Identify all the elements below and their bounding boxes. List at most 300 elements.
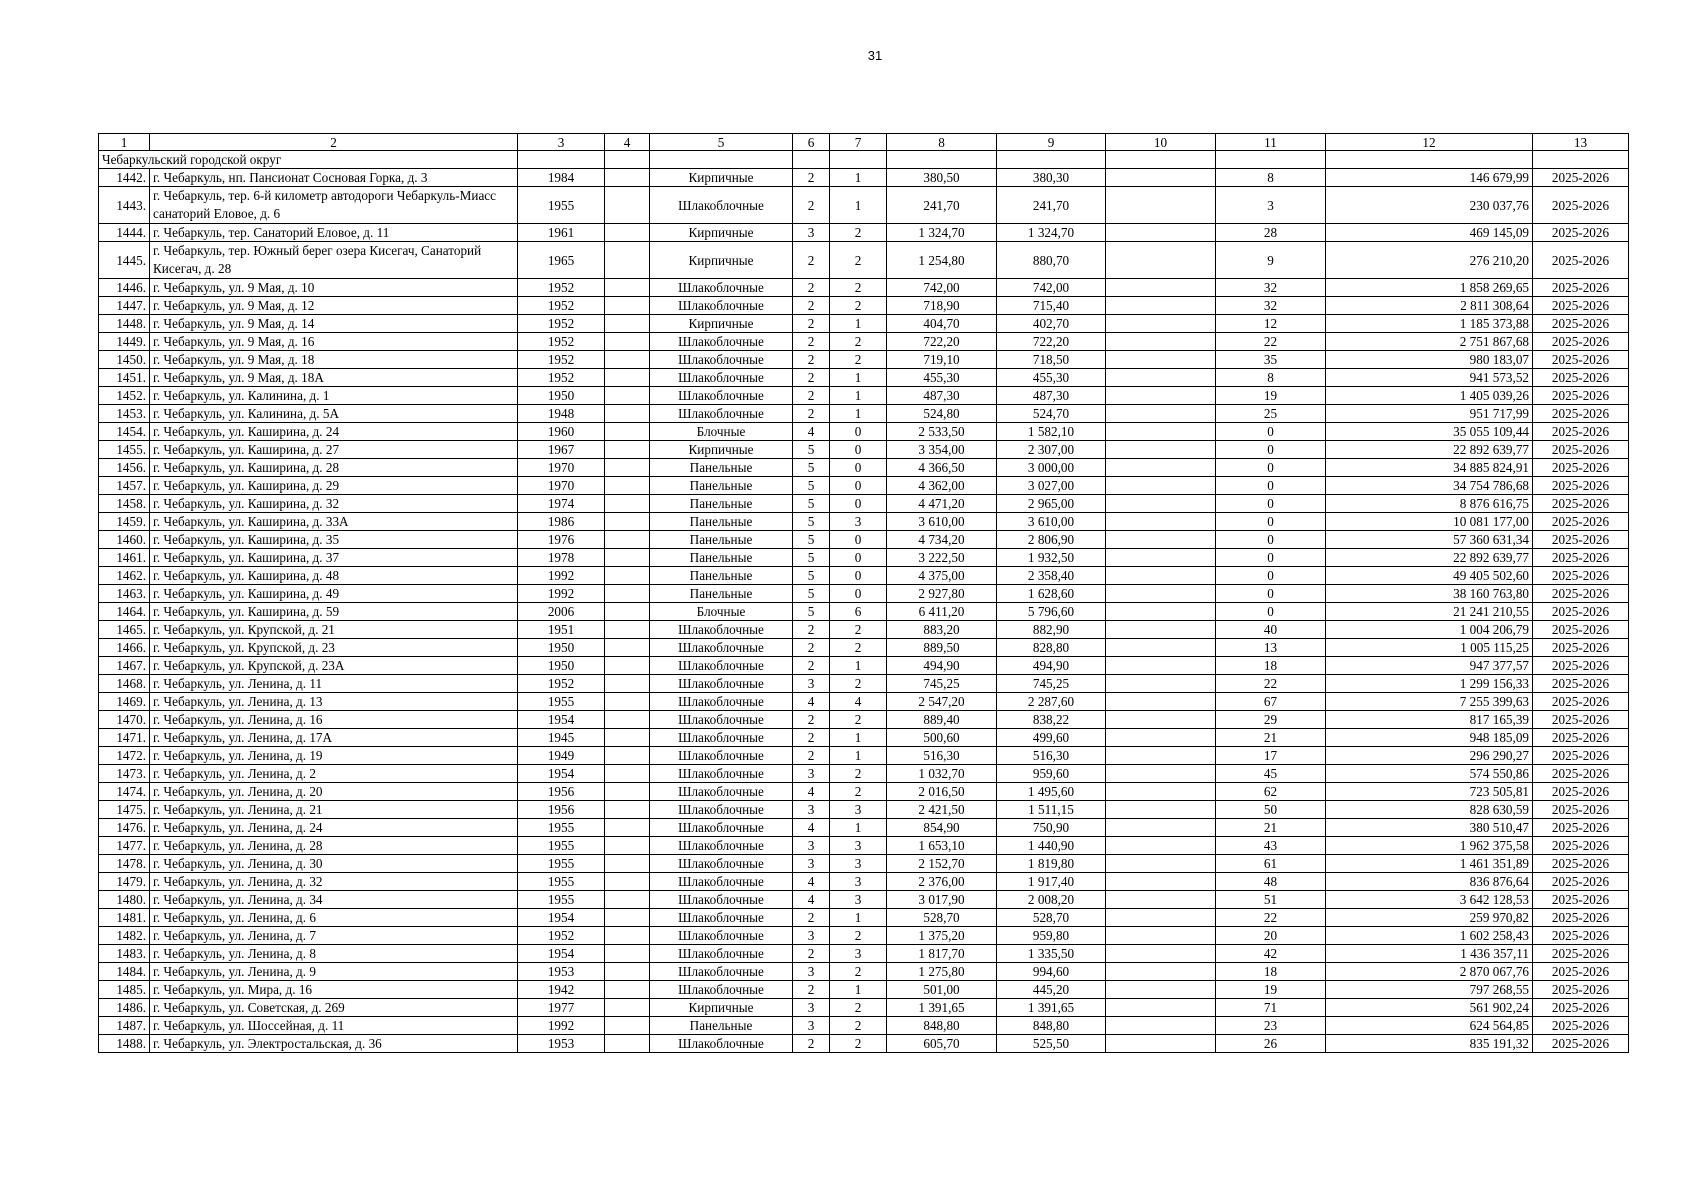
total-area-cell: 524,80	[887, 405, 997, 423]
row-number-cell: 1458.	[99, 495, 150, 513]
address-cell: г. Чебаркуль, ул. Калинина, д. 5А	[150, 405, 518, 423]
column-4-cell	[605, 675, 650, 693]
column-4-cell	[605, 585, 650, 603]
row-number-cell: 1444.	[99, 224, 150, 242]
row-number-cell: 1443.	[99, 187, 150, 224]
column-7-cell: 2	[830, 1017, 887, 1035]
total-area-cell: 722,20	[887, 333, 997, 351]
column-7-cell: 2	[830, 351, 887, 369]
wall-material-cell: Шлакоблочные	[650, 297, 793, 315]
wall-material-cell: Кирпичные	[650, 242, 793, 279]
period-cell: 2025-2026	[1533, 441, 1629, 459]
column-10-cell	[1106, 909, 1216, 927]
residential-area-cell: 1 391,65	[997, 999, 1106, 1017]
column-11-cell: 22	[1216, 909, 1326, 927]
address-cell: г. Чебаркуль, ул. Каширина, д. 24	[150, 423, 518, 441]
column-10-cell	[1106, 675, 1216, 693]
column-10-cell	[1106, 495, 1216, 513]
column-7-cell: 2	[830, 242, 887, 279]
column-4-cell	[605, 747, 650, 765]
table-row	[99, 315, 1629, 333]
column-4-cell	[605, 711, 650, 729]
year-cell: 1974	[518, 495, 605, 513]
column-10-cell	[1106, 999, 1216, 1017]
total-area-cell: 2 547,20	[887, 693, 997, 711]
total-area-cell: 605,70	[887, 1035, 997, 1053]
cost-cell: 947 377,57	[1326, 657, 1533, 675]
column-10-cell	[1106, 927, 1216, 945]
wall-material-cell: Шлакоблочные	[650, 873, 793, 891]
total-area-cell: 848,80	[887, 1017, 997, 1035]
column-11-cell: 50	[1216, 801, 1326, 819]
row-number-cell: 1473.	[99, 765, 150, 783]
table-row	[99, 531, 1629, 549]
year-cell: 1955	[518, 855, 605, 873]
period-cell: 2025-2026	[1533, 333, 1629, 351]
floors-cell: 2	[793, 711, 830, 729]
column-4-cell	[605, 513, 650, 531]
total-area-cell: 1 817,70	[887, 945, 997, 963]
column-10-cell	[1106, 855, 1216, 873]
wall-material-cell: Шлакоблочные	[650, 963, 793, 981]
period-cell: 2025-2026	[1533, 224, 1629, 242]
column-11-cell: 19	[1216, 387, 1326, 405]
period-cell: 2025-2026	[1533, 747, 1629, 765]
floors-cell: 2	[793, 729, 830, 747]
column-4-cell	[605, 387, 650, 405]
column-10-cell	[1106, 783, 1216, 801]
cost-cell: 22 892 639,77	[1326, 549, 1533, 567]
address-cell: г. Чебаркуль, ул. Ленина, д. 20	[150, 783, 518, 801]
row-number-cell: 1466.	[99, 639, 150, 657]
total-area-cell: 4 471,20	[887, 495, 997, 513]
year-cell: 1961	[518, 224, 605, 242]
year-cell: 1952	[518, 333, 605, 351]
table-row	[99, 224, 1629, 242]
column-10-cell	[1106, 242, 1216, 279]
period-cell: 2025-2026	[1533, 477, 1629, 495]
column-11-cell: 43	[1216, 837, 1326, 855]
column-11-cell: 35	[1216, 351, 1326, 369]
column-11-cell: 21	[1216, 729, 1326, 747]
column-10-cell	[1106, 945, 1216, 963]
column-10-cell	[1106, 567, 1216, 585]
residential-area-cell: 2 307,00	[997, 441, 1106, 459]
residential-area-cell: 524,70	[997, 405, 1106, 423]
cost-cell: 1 005 115,25	[1326, 639, 1533, 657]
row-number-cell: 1447.	[99, 297, 150, 315]
column-4-cell	[605, 187, 650, 224]
column-header: 6	[793, 134, 830, 151]
row-number-cell: 1456.	[99, 459, 150, 477]
wall-material-cell: Шлакоблочные	[650, 675, 793, 693]
column-11-cell: 21	[1216, 819, 1326, 837]
row-number-cell: 1471.	[99, 729, 150, 747]
address-cell: г. Чебаркуль, ул. 9 Мая, д. 14	[150, 315, 518, 333]
floors-cell: 5	[793, 459, 830, 477]
period-cell: 2025-2026	[1533, 675, 1629, 693]
address-cell: г. Чебаркуль, ул. Каширина, д. 59	[150, 603, 518, 621]
wall-material-cell: Шлакоблочные	[650, 279, 793, 297]
cost-cell: 34 885 824,91	[1326, 459, 1533, 477]
column-11-cell: 25	[1216, 405, 1326, 423]
total-area-cell: 6 411,20	[887, 603, 997, 621]
column-7-cell: 2	[830, 783, 887, 801]
floors-cell: 5	[793, 549, 830, 567]
column-7-cell: 2	[830, 999, 887, 1017]
column-7-cell: 2	[830, 927, 887, 945]
column-7-cell: 1	[830, 909, 887, 927]
column-4-cell	[605, 765, 650, 783]
column-10-cell	[1106, 477, 1216, 495]
year-cell: 1955	[518, 187, 605, 224]
column-7-cell: 2	[830, 279, 887, 297]
period-cell: 2025-2026	[1533, 657, 1629, 675]
year-cell: 1955	[518, 891, 605, 909]
period-cell: 2025-2026	[1533, 405, 1629, 423]
total-area-cell: 4 366,50	[887, 459, 997, 477]
column-11-cell: 42	[1216, 945, 1326, 963]
column-4-cell	[605, 567, 650, 585]
row-number-cell: 1467.	[99, 657, 150, 675]
wall-material-cell: Панельные	[650, 585, 793, 603]
column-10-cell	[1106, 279, 1216, 297]
column-10-cell	[1106, 603, 1216, 621]
cost-cell: 1 299 156,33	[1326, 675, 1533, 693]
wall-material-cell: Панельные	[650, 1017, 793, 1035]
cost-cell: 2 811 308,64	[1326, 297, 1533, 315]
address-cell: г. Чебаркуль, ул. Каширина, д. 37	[150, 549, 518, 567]
column-4-cell	[605, 837, 650, 855]
floors-cell: 2	[793, 279, 830, 297]
year-cell: 1951	[518, 621, 605, 639]
column-11-cell: 0	[1216, 495, 1326, 513]
column-10-cell	[1106, 224, 1216, 242]
table-row	[99, 423, 1629, 441]
column-header: 9	[997, 134, 1106, 151]
cost-cell: 49 405 502,60	[1326, 567, 1533, 585]
address-cell: г. Чебаркуль, ул. Каширина, д. 32	[150, 495, 518, 513]
column-7-cell: 0	[830, 423, 887, 441]
column-11-cell: 48	[1216, 873, 1326, 891]
table-row	[99, 693, 1629, 711]
residential-area-cell: 445,20	[997, 981, 1106, 999]
column-10-cell	[1106, 531, 1216, 549]
total-area-cell: 487,30	[887, 387, 997, 405]
year-cell: 1984	[518, 169, 605, 187]
period-cell: 2025-2026	[1533, 783, 1629, 801]
total-area-cell: 742,00	[887, 279, 997, 297]
address-cell: г. Чебаркуль, тер. Южный берег озера Кисегач, Санаторий Кисегач, д. 28	[150, 242, 518, 279]
cost-cell: 2 870 067,76	[1326, 963, 1533, 981]
residential-area-cell: 715,40	[997, 297, 1106, 315]
column-4-cell	[605, 945, 650, 963]
column-10-cell	[1106, 639, 1216, 657]
row-number-cell: 1479.	[99, 873, 150, 891]
wall-material-cell: Шлакоблочные	[650, 333, 793, 351]
residential-area-cell: 494,90	[997, 657, 1106, 675]
column-7-cell: 3	[830, 945, 887, 963]
floors-cell: 5	[793, 567, 830, 585]
period-cell: 2025-2026	[1533, 459, 1629, 477]
table-row	[99, 405, 1629, 423]
residential-area-cell: 2 358,40	[997, 567, 1106, 585]
floors-cell: 4	[793, 423, 830, 441]
year-cell: 1978	[518, 549, 605, 567]
column-7-cell: 1	[830, 405, 887, 423]
column-7-cell: 3	[830, 513, 887, 531]
table-row	[99, 909, 1629, 927]
total-area-cell: 500,60	[887, 729, 997, 747]
total-area-cell: 3 017,90	[887, 891, 997, 909]
residential-area-cell: 994,60	[997, 963, 1106, 981]
column-11-cell: 9	[1216, 242, 1326, 279]
column-7-cell: 2	[830, 765, 887, 783]
column-10-cell	[1106, 765, 1216, 783]
column-10-cell	[1106, 169, 1216, 187]
wall-material-cell: Шлакоблочные	[650, 837, 793, 855]
wall-material-cell: Шлакоблочные	[650, 909, 793, 927]
cost-cell: 35 055 109,44	[1326, 423, 1533, 441]
floors-cell: 2	[793, 169, 830, 187]
table-row	[99, 999, 1629, 1017]
column-4-cell	[605, 549, 650, 567]
wall-material-cell: Шлакоблочные	[650, 729, 793, 747]
column-7-cell: 2	[830, 963, 887, 981]
row-number-cell: 1486.	[99, 999, 150, 1017]
column-10-cell	[1106, 1017, 1216, 1035]
column-7-cell: 2	[830, 675, 887, 693]
total-area-cell: 2 421,50	[887, 801, 997, 819]
address-cell: г. Чебаркуль, ул. Ленина, д. 6	[150, 909, 518, 927]
row-number-cell: 1465.	[99, 621, 150, 639]
column-7-cell: 2	[830, 1035, 887, 1053]
period-cell: 2025-2026	[1533, 187, 1629, 224]
residential-area-cell: 718,50	[997, 351, 1106, 369]
period-cell: 2025-2026	[1533, 801, 1629, 819]
column-number-header-row	[99, 134, 1629, 151]
cost-cell: 469 145,09	[1326, 224, 1533, 242]
table-row	[99, 297, 1629, 315]
period-cell: 2025-2026	[1533, 279, 1629, 297]
column-11-cell: 61	[1216, 855, 1326, 873]
floors-cell: 5	[793, 603, 830, 621]
column-4-cell	[605, 981, 650, 999]
table-row	[99, 963, 1629, 981]
cost-cell: 951 717,99	[1326, 405, 1533, 423]
year-cell: 1955	[518, 819, 605, 837]
year-cell: 1954	[518, 945, 605, 963]
column-4-cell	[605, 891, 650, 909]
table-row	[99, 729, 1629, 747]
row-number-cell: 1478.	[99, 855, 150, 873]
table-row	[99, 441, 1629, 459]
table-row	[99, 351, 1629, 369]
table-row	[99, 747, 1629, 765]
column-11-cell: 0	[1216, 603, 1326, 621]
row-number-cell: 1475.	[99, 801, 150, 819]
column-7-cell: 3	[830, 891, 887, 909]
total-area-cell: 4 362,00	[887, 477, 997, 495]
total-area-cell: 889,50	[887, 639, 997, 657]
column-11-cell: 17	[1216, 747, 1326, 765]
column-11-cell: 0	[1216, 459, 1326, 477]
floors-cell: 3	[793, 224, 830, 242]
column-10-cell	[1106, 549, 1216, 567]
address-cell: г. Чебаркуль, ул. Крупской, д. 23	[150, 639, 518, 657]
column-11-cell: 71	[1216, 999, 1326, 1017]
column-4-cell	[605, 1017, 650, 1035]
column-7-cell: 1	[830, 187, 887, 224]
period-cell: 2025-2026	[1533, 945, 1629, 963]
column-4-cell	[605, 621, 650, 639]
residential-area-cell: 241,70	[997, 187, 1106, 224]
cost-cell: 1 185 373,88	[1326, 315, 1533, 333]
column-10-cell	[1106, 351, 1216, 369]
wall-material-cell: Шлакоблочные	[650, 711, 793, 729]
cost-cell: 1 461 351,89	[1326, 855, 1533, 873]
column-11-cell: 0	[1216, 423, 1326, 441]
column-11-cell: 67	[1216, 693, 1326, 711]
table-row	[99, 783, 1629, 801]
residential-area-cell: 1 440,90	[997, 837, 1106, 855]
column-11-cell: 18	[1216, 963, 1326, 981]
table-row	[99, 981, 1629, 999]
period-cell: 2025-2026	[1533, 873, 1629, 891]
floors-cell: 4	[793, 693, 830, 711]
total-area-cell: 1 391,65	[887, 999, 997, 1017]
address-cell: г. Чебаркуль, ул. Ленина, д. 7	[150, 927, 518, 945]
year-cell: 1952	[518, 675, 605, 693]
cost-cell: 624 564,85	[1326, 1017, 1533, 1035]
column-header: 5	[650, 134, 793, 151]
column-4-cell	[605, 369, 650, 387]
residential-area-cell: 828,80	[997, 639, 1106, 657]
column-4-cell	[605, 729, 650, 747]
column-7-cell: 0	[830, 549, 887, 567]
table-row	[99, 1035, 1629, 1053]
address-cell: г. Чебаркуль, ул. Калинина, д. 1	[150, 387, 518, 405]
column-10-cell	[1106, 459, 1216, 477]
column-header: 12	[1326, 134, 1533, 151]
wall-material-cell: Шлакоблочные	[650, 801, 793, 819]
column-7-cell: 1	[830, 315, 887, 333]
floors-cell: 5	[793, 531, 830, 549]
column-11-cell: 0	[1216, 477, 1326, 495]
column-10-cell	[1106, 837, 1216, 855]
year-cell: 1954	[518, 765, 605, 783]
residential-area-cell: 882,90	[997, 621, 1106, 639]
column-10-cell	[1106, 963, 1216, 981]
column-4-cell	[605, 441, 650, 459]
floors-cell: 5	[793, 513, 830, 531]
residential-area-cell: 2 287,60	[997, 693, 1106, 711]
cost-cell: 38 160 763,80	[1326, 585, 1533, 603]
column-7-cell: 2	[830, 711, 887, 729]
column-7-cell: 2	[830, 621, 887, 639]
address-cell: г. Чебаркуль, ул. 9 Мая, д. 12	[150, 297, 518, 315]
total-area-cell: 455,30	[887, 369, 997, 387]
total-area-cell: 2 533,50	[887, 423, 997, 441]
year-cell: 1952	[518, 927, 605, 945]
residential-area-cell: 848,80	[997, 1017, 1106, 1035]
column-4-cell	[605, 855, 650, 873]
column-7-cell: 2	[830, 224, 887, 242]
floors-cell: 4	[793, 783, 830, 801]
wall-material-cell: Панельные	[650, 477, 793, 495]
column-header: 13	[1533, 134, 1629, 151]
column-7-cell: 2	[830, 639, 887, 657]
year-cell: 1976	[518, 531, 605, 549]
residential-area-cell: 750,90	[997, 819, 1106, 837]
total-area-cell: 2 016,50	[887, 783, 997, 801]
address-cell: г. Чебаркуль, ул. Крупской, д. 23А	[150, 657, 518, 675]
address-cell: г. Чебаркуль, ул. 9 Мая, д. 16	[150, 333, 518, 351]
column-4-cell	[605, 242, 650, 279]
floors-cell: 2	[793, 639, 830, 657]
residential-area-cell: 525,50	[997, 1035, 1106, 1053]
address-cell: г. Чебаркуль, ул. Каширина, д. 35	[150, 531, 518, 549]
column-10-cell	[1106, 1035, 1216, 1053]
column-7-cell: 0	[830, 477, 887, 495]
column-4-cell	[605, 459, 650, 477]
column-10-cell	[1106, 333, 1216, 351]
period-cell: 2025-2026	[1533, 297, 1629, 315]
residential-area-cell: 2 008,20	[997, 891, 1106, 909]
row-number-cell: 1488.	[99, 1035, 150, 1053]
table-row	[99, 927, 1629, 945]
column-10-cell	[1106, 423, 1216, 441]
cost-cell: 34 754 786,68	[1326, 477, 1533, 495]
column-11-cell: 13	[1216, 639, 1326, 657]
cost-cell: 723 505,81	[1326, 783, 1533, 801]
wall-material-cell: Кирпичные	[650, 224, 793, 242]
address-cell: г. Чебаркуль, ул. Ленина, д. 2	[150, 765, 518, 783]
address-cell: г. Чебаркуль, ул. Ленина, д. 16	[150, 711, 518, 729]
residential-area-cell: 959,80	[997, 927, 1106, 945]
column-7-cell: 0	[830, 531, 887, 549]
total-area-cell: 1 653,10	[887, 837, 997, 855]
table-row	[99, 279, 1629, 297]
wall-material-cell: Шлакоблочные	[650, 927, 793, 945]
cost-cell: 230 037,76	[1326, 187, 1533, 224]
column-11-cell: 32	[1216, 297, 1326, 315]
cost-cell: 1 405 039,26	[1326, 387, 1533, 405]
row-number-cell: 1462.	[99, 567, 150, 585]
total-area-cell: 1 032,70	[887, 765, 997, 783]
total-area-cell: 528,70	[887, 909, 997, 927]
cost-cell: 1 004 206,79	[1326, 621, 1533, 639]
column-11-cell: 26	[1216, 1035, 1326, 1053]
column-4-cell	[605, 963, 650, 981]
address-cell: г. Чебаркуль, ул. Ленина, д. 17А	[150, 729, 518, 747]
wall-material-cell: Шлакоблочные	[650, 693, 793, 711]
floors-cell: 3	[793, 1017, 830, 1035]
wall-material-cell: Шлакоблочные	[650, 747, 793, 765]
floors-cell: 2	[793, 747, 830, 765]
column-10-cell	[1106, 891, 1216, 909]
column-7-cell: 3	[830, 855, 887, 873]
address-cell: г. Чебаркуль, ул. Каширина, д. 33А	[150, 513, 518, 531]
year-cell: 1950	[518, 639, 605, 657]
row-number-cell: 1450.	[99, 351, 150, 369]
column-header: 7	[830, 134, 887, 151]
floors-cell: 2	[793, 1035, 830, 1053]
wall-material-cell: Шлакоблочные	[650, 387, 793, 405]
total-area-cell: 2 376,00	[887, 873, 997, 891]
column-10-cell	[1106, 585, 1216, 603]
address-cell: г. Чебаркуль, ул. Ленина, д. 30	[150, 855, 518, 873]
